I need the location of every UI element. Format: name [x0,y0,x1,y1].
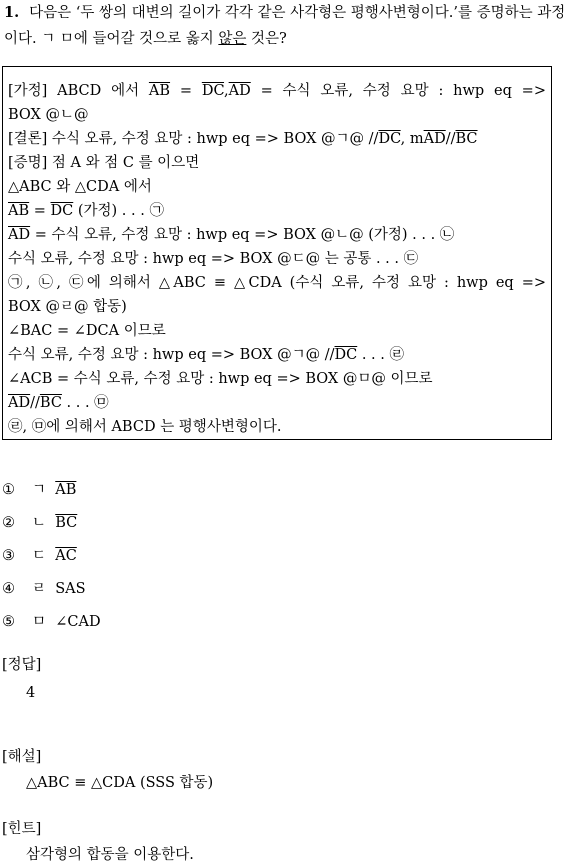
choice-option[interactable] [2,477,101,510]
question-text-end: 것은? [246,31,287,47]
proof-text: BOX @ㄴ@ [8,107,89,123]
choice-number: ③ [2,548,15,564]
proof-line [8,367,546,391]
segment-symbol: $\overline{AB}$ [148,83,171,99]
choice-label: ㄹ [32,581,56,597]
choice-number: ② [2,515,15,531]
choice-number: ④ [2,581,15,597]
explanation-text: △ABC ≡ △CDA (SSS 합동) [26,775,214,791]
proof-text: = 수식 오류, 수정 요망 : hwp eq => BOX @ㄴ@ (가정) . . . ㉡ [30,227,455,243]
proof-text: // [445,131,456,147]
choice-list [2,477,101,642]
segment-symbol: $\overline{AB}$ [8,203,30,219]
choice-option[interactable] [2,543,101,576]
proof-line [8,151,546,175]
segment-symbol: $\overline{DC}$ [378,131,401,147]
proof-text: 수식 오류, 수정 요망 : hwp eq => BOX @ㄱ@ // [8,347,335,363]
choice-option[interactable] [2,576,101,609]
proof-line [8,175,546,199]
hint-section [2,818,194,868]
explanation-section [2,746,213,796]
choice-label: ㅁ [32,614,56,630]
proof-text: , [224,83,229,99]
segment-symbol: $\overline{DC}$ [334,347,358,363]
proof-line [8,319,546,343]
proof-text: 수식 오류, 수정 요망 : hwp eq => BOX @ㄷ@ 는 공통 . . . ㉢ [8,251,419,267]
choice-option[interactable] [2,510,101,543]
proof-text: ∠ACB = 수식 오류, 수정 요망 : hwp eq => BOX @ㅁ@ 이므로 [8,371,433,387]
proof-line [8,415,546,439]
proof-text: = [170,83,202,99]
segment-symbol: $\overline{BC}$ [455,131,478,147]
choice-label: ㄱ [32,482,56,498]
proof-line [8,295,546,319]
proof-text: [가정] ABCD 에서 [8,83,149,99]
choice-number: ⑤ [2,614,15,630]
question [4,0,570,52]
explanation-heading: [해설] [2,749,42,765]
choice-label: ㄴ [32,515,56,531]
proof-line [8,79,546,103]
proof-line [8,103,546,127]
choice-value: $\overline{AB}$ [55,482,77,498]
proof-text: // [30,395,40,411]
segment-symbol: $\overline{DC}$ [201,83,225,99]
choice-value: ∠CAD [55,614,101,630]
segment-symbol: $\overline{AD}$ [8,227,31,243]
choice-value: SAS [55,581,86,597]
proof-line [8,199,546,223]
choice-label: ㄷ [32,548,56,564]
proof-text: = 수식 오류, 수정 요망 : hwp eq => [250,83,546,99]
question-underlined-text: 않은 [218,31,247,47]
proof-line [8,271,546,295]
proof-line [8,391,546,415]
proof-text: ㉣, ㉤에 의해서 ABCD 는 평행사변형이다. [8,419,282,435]
segment-symbol: $\overline{DC}$ [50,203,74,219]
question-text: 다음은 ‘두 쌍의 대변의 길이가 각각 같은 사각형은 평행사변형이다.’를 증명하는 과정이다. ㄱ ㅁ에 들어갈 것으로 옳지 [4,5,566,47]
choice-value: $\overline{AC}$ [55,548,77,564]
proof-text: [증명] 점 A 와 점 C 를 이으면 [8,155,200,171]
segment-symbol: $\overline{AD}$ [228,83,251,99]
proof-text: ∠BAC = ∠DCA 이므로 [8,323,166,339]
answer-value: 4 [26,685,36,701]
proof-text: , m [400,131,424,147]
hint-text: 삼각형의 합동을 이용한다. [26,847,194,863]
hint-heading: [힌트] [2,821,42,837]
proof-line [8,223,546,247]
segment-symbol: $\overline{BC}$ [39,395,62,411]
proof-line [8,127,546,151]
choice-number: ① [2,482,15,498]
choice-option[interactable] [2,609,101,642]
proof-text: . . . ㉤ [61,395,109,411]
segment-symbol: $\overline{AD}$ [8,395,31,411]
proof-text: [결론] 수식 오류, 수정 요망 : hwp eq => BOX @ㄱ@ // [8,131,379,147]
answer-section [2,654,41,706]
proof-text: ㉠, ㉡, ㉢에 의해서 △ABC ≡ △CDA (수식 오류, 수정 요망 : hwp eq => [8,275,546,291]
proof-box [2,66,552,440]
answer-heading: [정답] [2,657,42,673]
choice-value: $\overline{BC}$ [55,515,78,531]
proof-line [8,343,546,367]
proof-line [8,247,546,271]
segment-symbol: $\overline{AD}$ [423,131,446,147]
proof-text: BOX @ㄹ@ 합동) [8,299,127,315]
proof-text: = [29,203,51,219]
proof-text: . . . ㉣ [357,347,404,363]
question-number: 1. [4,4,20,21]
proof-text: △ABC 와 △CDA 에서 [8,179,152,195]
proof-text: (가정) . . . ㉠ [73,203,164,219]
